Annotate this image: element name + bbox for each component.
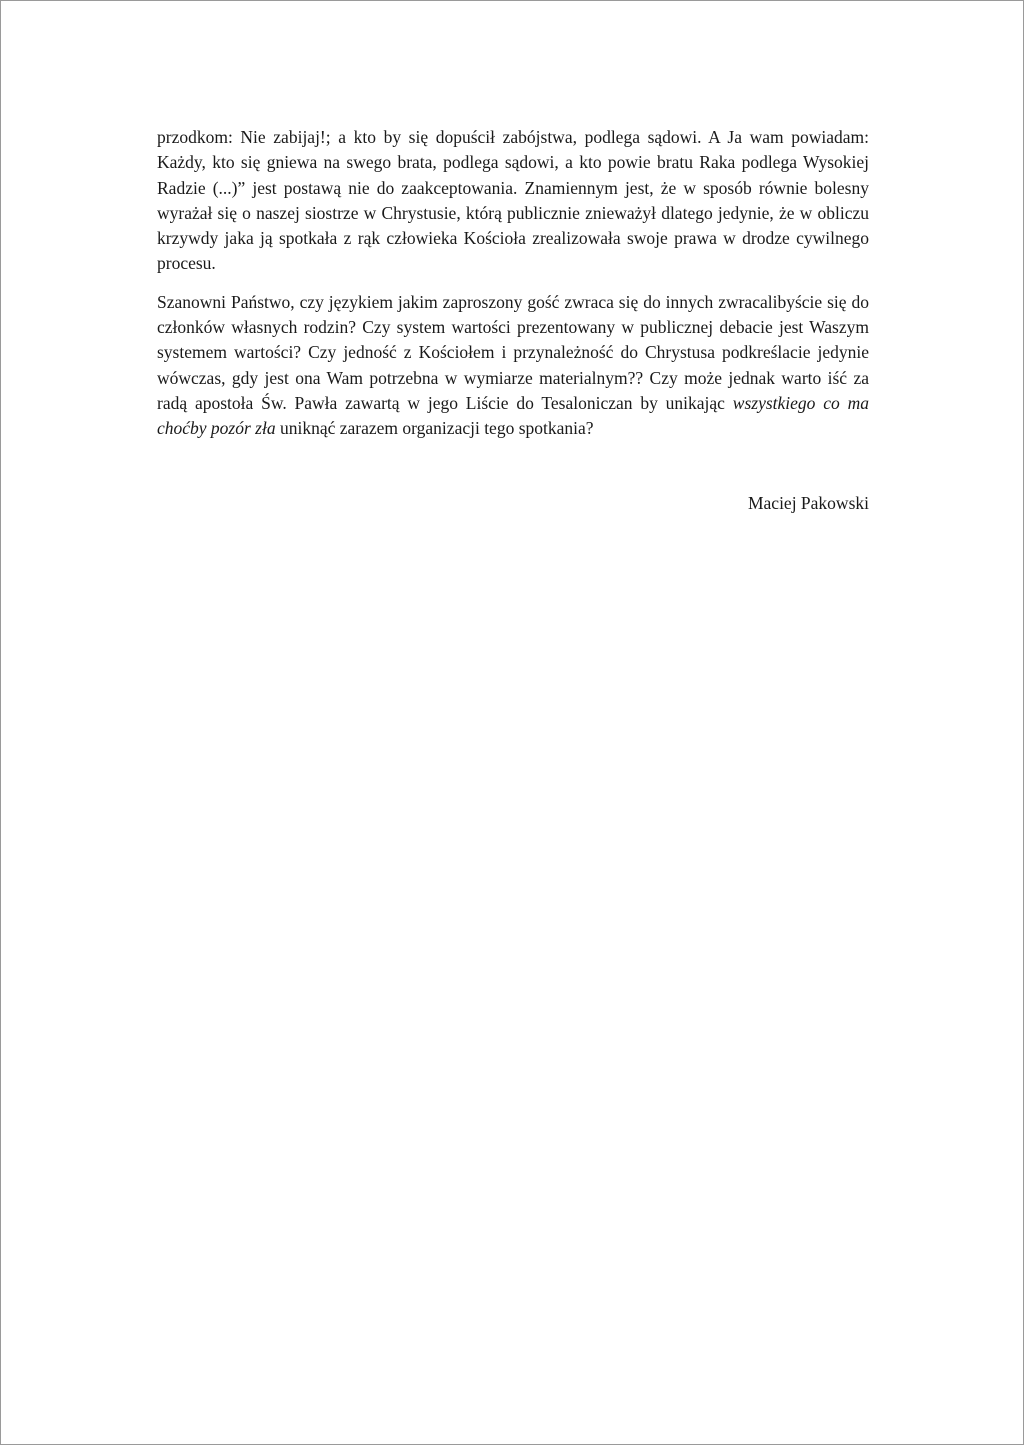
signature: Maciej Pakowski bbox=[747, 492, 869, 513]
paragraph-1 bbox=[157, 125, 869, 277]
italic-quote: wszystkiego co ma choćby pozór zła bbox=[157, 392, 869, 439]
paragraph-text: przodkom: Nie zabijaj!; a kto by się dopuścił zabójstwa, podlega sądowi. A Ja wam powiadam: Każdy, kto się gniewa na swego brata, podlega sądowi, a kto powie bratu Raka podlega Wysokiej Radzie (...)” jest postawą nie do zaakceptowania. Znamiennym jest, że w sposób równie bolesny wyrażał się o naszej siostrze w Chrystusie, którą publicznie znieważył dlatego jedynie, że w obliczu krzywdy jaka ją spotkała z rąk człowieka Kościoła zrealizowała swoje prawa w drodze cywilnego procesu. bbox=[157, 127, 869, 274]
paragraph-text: Szanowni Państwo, czy językiem jakim zaproszony gość zwraca się do innych zwracalibyście się do członków własnych rodzin? Czy system wartości prezentowany w publicznej debacie jest Waszym systemem wartości? Czy jedność z Kościołem i przynależność do Chrystusa podkreślacie jedynie wówczas, gdy jest ona Wam potrzebna w wymiarze materialnym?? Czy może jednak warto iść za radą apostoła Św. Pawła zawartą w jego Liście do Tesaloniczan by unikając bbox=[157, 291, 869, 413]
paragraph-2 bbox=[157, 290, 869, 442]
document-body bbox=[157, 125, 869, 516]
paragraph-text: uniknąć zarazem organizacji tego spotkania? bbox=[275, 418, 594, 439]
